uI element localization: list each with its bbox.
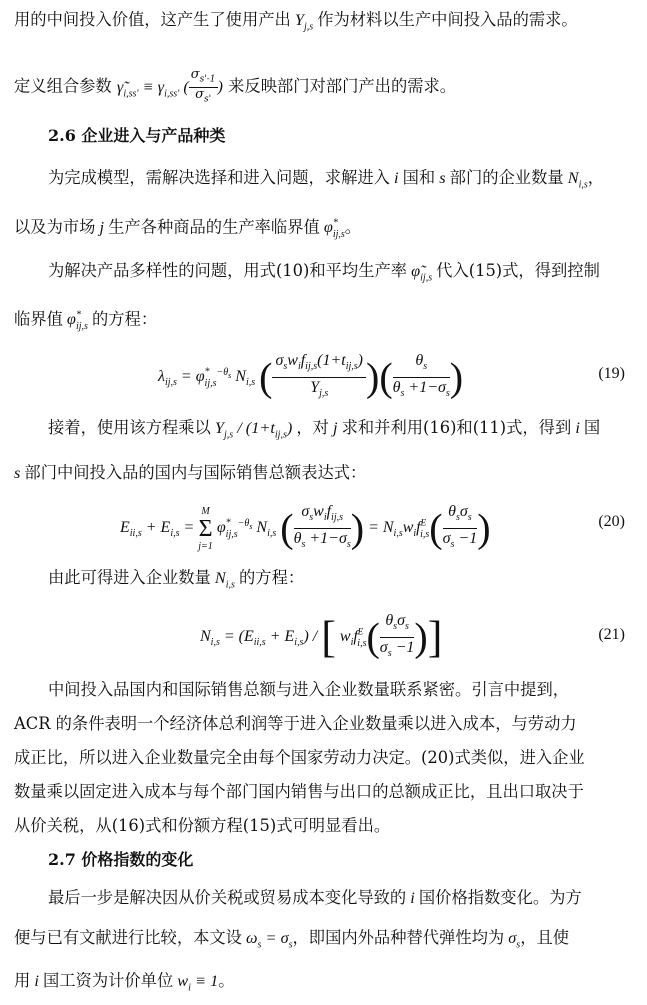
math-inline: i	[389, 168, 403, 187]
text-run: 国价格指数变化。为方	[418, 888, 582, 907]
text-run: 部门的企业数量	[449, 168, 564, 187]
math-inline: $\varphĩ_{ij,s}$	[407, 261, 433, 284]
math-inline: $\gammã_{i,ss'} \equiv \gamma_{i,ss'}$ (	[116, 76, 189, 99]
paragraph-line: 数量乘以固定进入成本与每个部门国内销售与出口的总额成正比，且出口取决于	[14, 782, 584, 801]
text-run: ，且使	[520, 928, 570, 947]
text-run: 国工资为计价单位	[42, 971, 174, 990]
equation-21	[0, 605, 647, 665]
fraction: $\sigma_sw_if_{ij,s}(1+t_{ij,s})$ $Y_{j,s}$	[272, 351, 366, 404]
text-run: ，即国内外品种替代弹性均为	[292, 928, 505, 947]
text-run: 来反映部门对部门产出的需求。	[228, 76, 457, 96]
math-inline: j	[95, 217, 109, 237]
text-run: ，	[587, 168, 605, 187]
equation-body: $\lambda_{ij,s} = \varphi^*_{ij,s}^{-\theta_s}$ $N_{i,s}$ ( $\sigma_sw_if_{ij,s}(1+t_{ij,s})$ $Y_{j,s}$ )( $\frac{\theta_s}{\theta_s +1-\sigma_s}$ )	[158, 351, 463, 404]
math-inline: $N_{i,s}$	[563, 168, 588, 191]
math-inline: $w_i \equiv 1$	[173, 971, 219, 994]
math-inline: $\varphi^*_{ij,s}$	[62, 309, 88, 332]
text-run: 由此可得进入企业数量	[48, 568, 211, 587]
paragraph-line	[14, 462, 366, 484]
paragraph-line	[14, 970, 235, 999]
text-run: 以及为市场	[14, 217, 96, 237]
paragraph-line	[14, 305, 157, 338]
text-run: 的方程：	[91, 309, 158, 329]
math-inline: $Y_{j,s}$	[290, 10, 314, 33]
math-inline: s	[14, 463, 25, 482]
text-run: 国	[583, 418, 601, 437]
paragraph-line	[48, 167, 604, 196]
text-run: 代入(15)式，得到控制	[436, 261, 600, 280]
text-run: 接着，使用该方程乘以	[48, 418, 211, 437]
text-run: 为解决产品多样性的问题，用式(10)和平均生产率	[48, 261, 408, 280]
paragraph-line	[48, 260, 600, 289]
section-heading: 2.7 价格指数的变化	[48, 850, 194, 869]
paragraph-line: 中间投入品国内和国际销售总额与进入企业数量联系紧密。引言中提到，	[48, 680, 570, 699]
math-inline: j	[328, 418, 342, 437]
math-inline: $\omega_s = \sigma_s$	[241, 928, 293, 951]
text-run: 定义组合参数	[14, 76, 112, 96]
paragraph-line	[48, 887, 582, 909]
paragraph-line	[14, 213, 361, 246]
fraction: $\theta_s\sigma_s$ $\sigma_s -1$	[379, 612, 415, 660]
math-inline: $Y_{j,s} / (1+t_{ij,s})$	[210, 418, 297, 441]
math-inline: $\varphi^*_{ij,s}$	[319, 217, 345, 240]
equation-number: (19)	[598, 365, 625, 382]
text-run: 最后一步是解决因从价关税或贸易成本变化导致的	[48, 888, 407, 907]
equation-19	[0, 345, 647, 405]
fraction: $\frac{\sigma_{s'-1}}{\sigma_{s'}}$	[190, 67, 216, 105]
equation-20	[0, 494, 647, 554]
text-run: 为完成模型，需解决选择和进入问题，求解进入	[48, 168, 390, 187]
text-run: 。	[218, 971, 235, 990]
math-inline: s	[435, 168, 450, 187]
fraction: $\frac{\theta_s}{\theta_s +1-\sigma_s}$	[392, 352, 450, 400]
text-run: ，对	[296, 418, 329, 437]
equation-body: $N_{i,s} = (E_{ii,s} + E_{i,s})$ / [ $w_if^E_{i,s}$( $\theta_s\sigma_s$ $\sigma_s -1$ )]	[200, 611, 442, 664]
paragraph-line: ACR 的条件表明一个经济体总利润等于进入企业数量乘以进入成本，与劳动力	[14, 714, 577, 733]
math-inline: i	[30, 971, 43, 990]
text-run: 生产各种商品的生产率临界值	[108, 217, 320, 237]
summation: M Σ j=1	[198, 505, 213, 552]
text-run: 用的中间投入价值，这产生了使用产出	[14, 10, 291, 29]
text-run: 临界值	[14, 309, 63, 329]
paragraph-line	[14, 9, 578, 38]
text-run: 。	[344, 217, 362, 237]
paragraph-line	[14, 68, 456, 106]
math-inline: $N_{i,s}$	[210, 568, 235, 591]
math-inline: i	[571, 418, 584, 437]
text-run: 作为材料以生产中间投入品的需求。	[317, 10, 578, 29]
text-run: 部门中间投入品的国内与国际销售总额表达式：	[24, 463, 367, 482]
text-run: 用	[14, 971, 31, 990]
math-inline: $\sigma_s$	[504, 928, 521, 951]
paragraph-line: 从价关税，从(16)式和份额方程(15)式可明显看出。	[14, 816, 391, 835]
equation-number: (20)	[598, 513, 625, 530]
paragraph-line	[14, 927, 569, 956]
paragraph-line	[48, 567, 304, 596]
fraction: $\theta_s\sigma_s$ $\sigma_s -1$	[442, 503, 478, 551]
paragraph-line: 成正比，所以进入企业数量完全由每个国家劳动力决定。(20)式类似，进入企业	[14, 748, 585, 767]
fraction: $\sigma_sw_if_{ij,s}$ $\theta_s +1-\sigma_s$	[293, 503, 351, 551]
math-inline: )	[217, 76, 223, 96]
equation-number: (21)	[598, 626, 625, 643]
paragraph-line	[48, 417, 600, 446]
text-run: 求和并利用(16)和(11)式，得到	[341, 418, 572, 437]
text-run: 国和	[402, 168, 436, 187]
math-inline: i	[406, 888, 419, 907]
equation-body: $E_{ii,s} + E_{i,s}$ = M Σ j=1 $\varphi^*_{ij,s}^{-\theta_s}$ $N_{i,s}$ ( $\sigma_sw_if_{ij,s}$ $\theta_s +1-\sigma_s$ ) = $N_{i,s}w_if^E_{i,s}$( $\theta_s\sigma_s$ $\sigma_s -1$ )	[120, 502, 491, 555]
text-run: 的方程：	[239, 568, 305, 587]
section-heading: 2.6 企业进入与产品种类	[48, 126, 226, 145]
text-run: 便与已有文献进行比较，本文设	[14, 928, 242, 947]
